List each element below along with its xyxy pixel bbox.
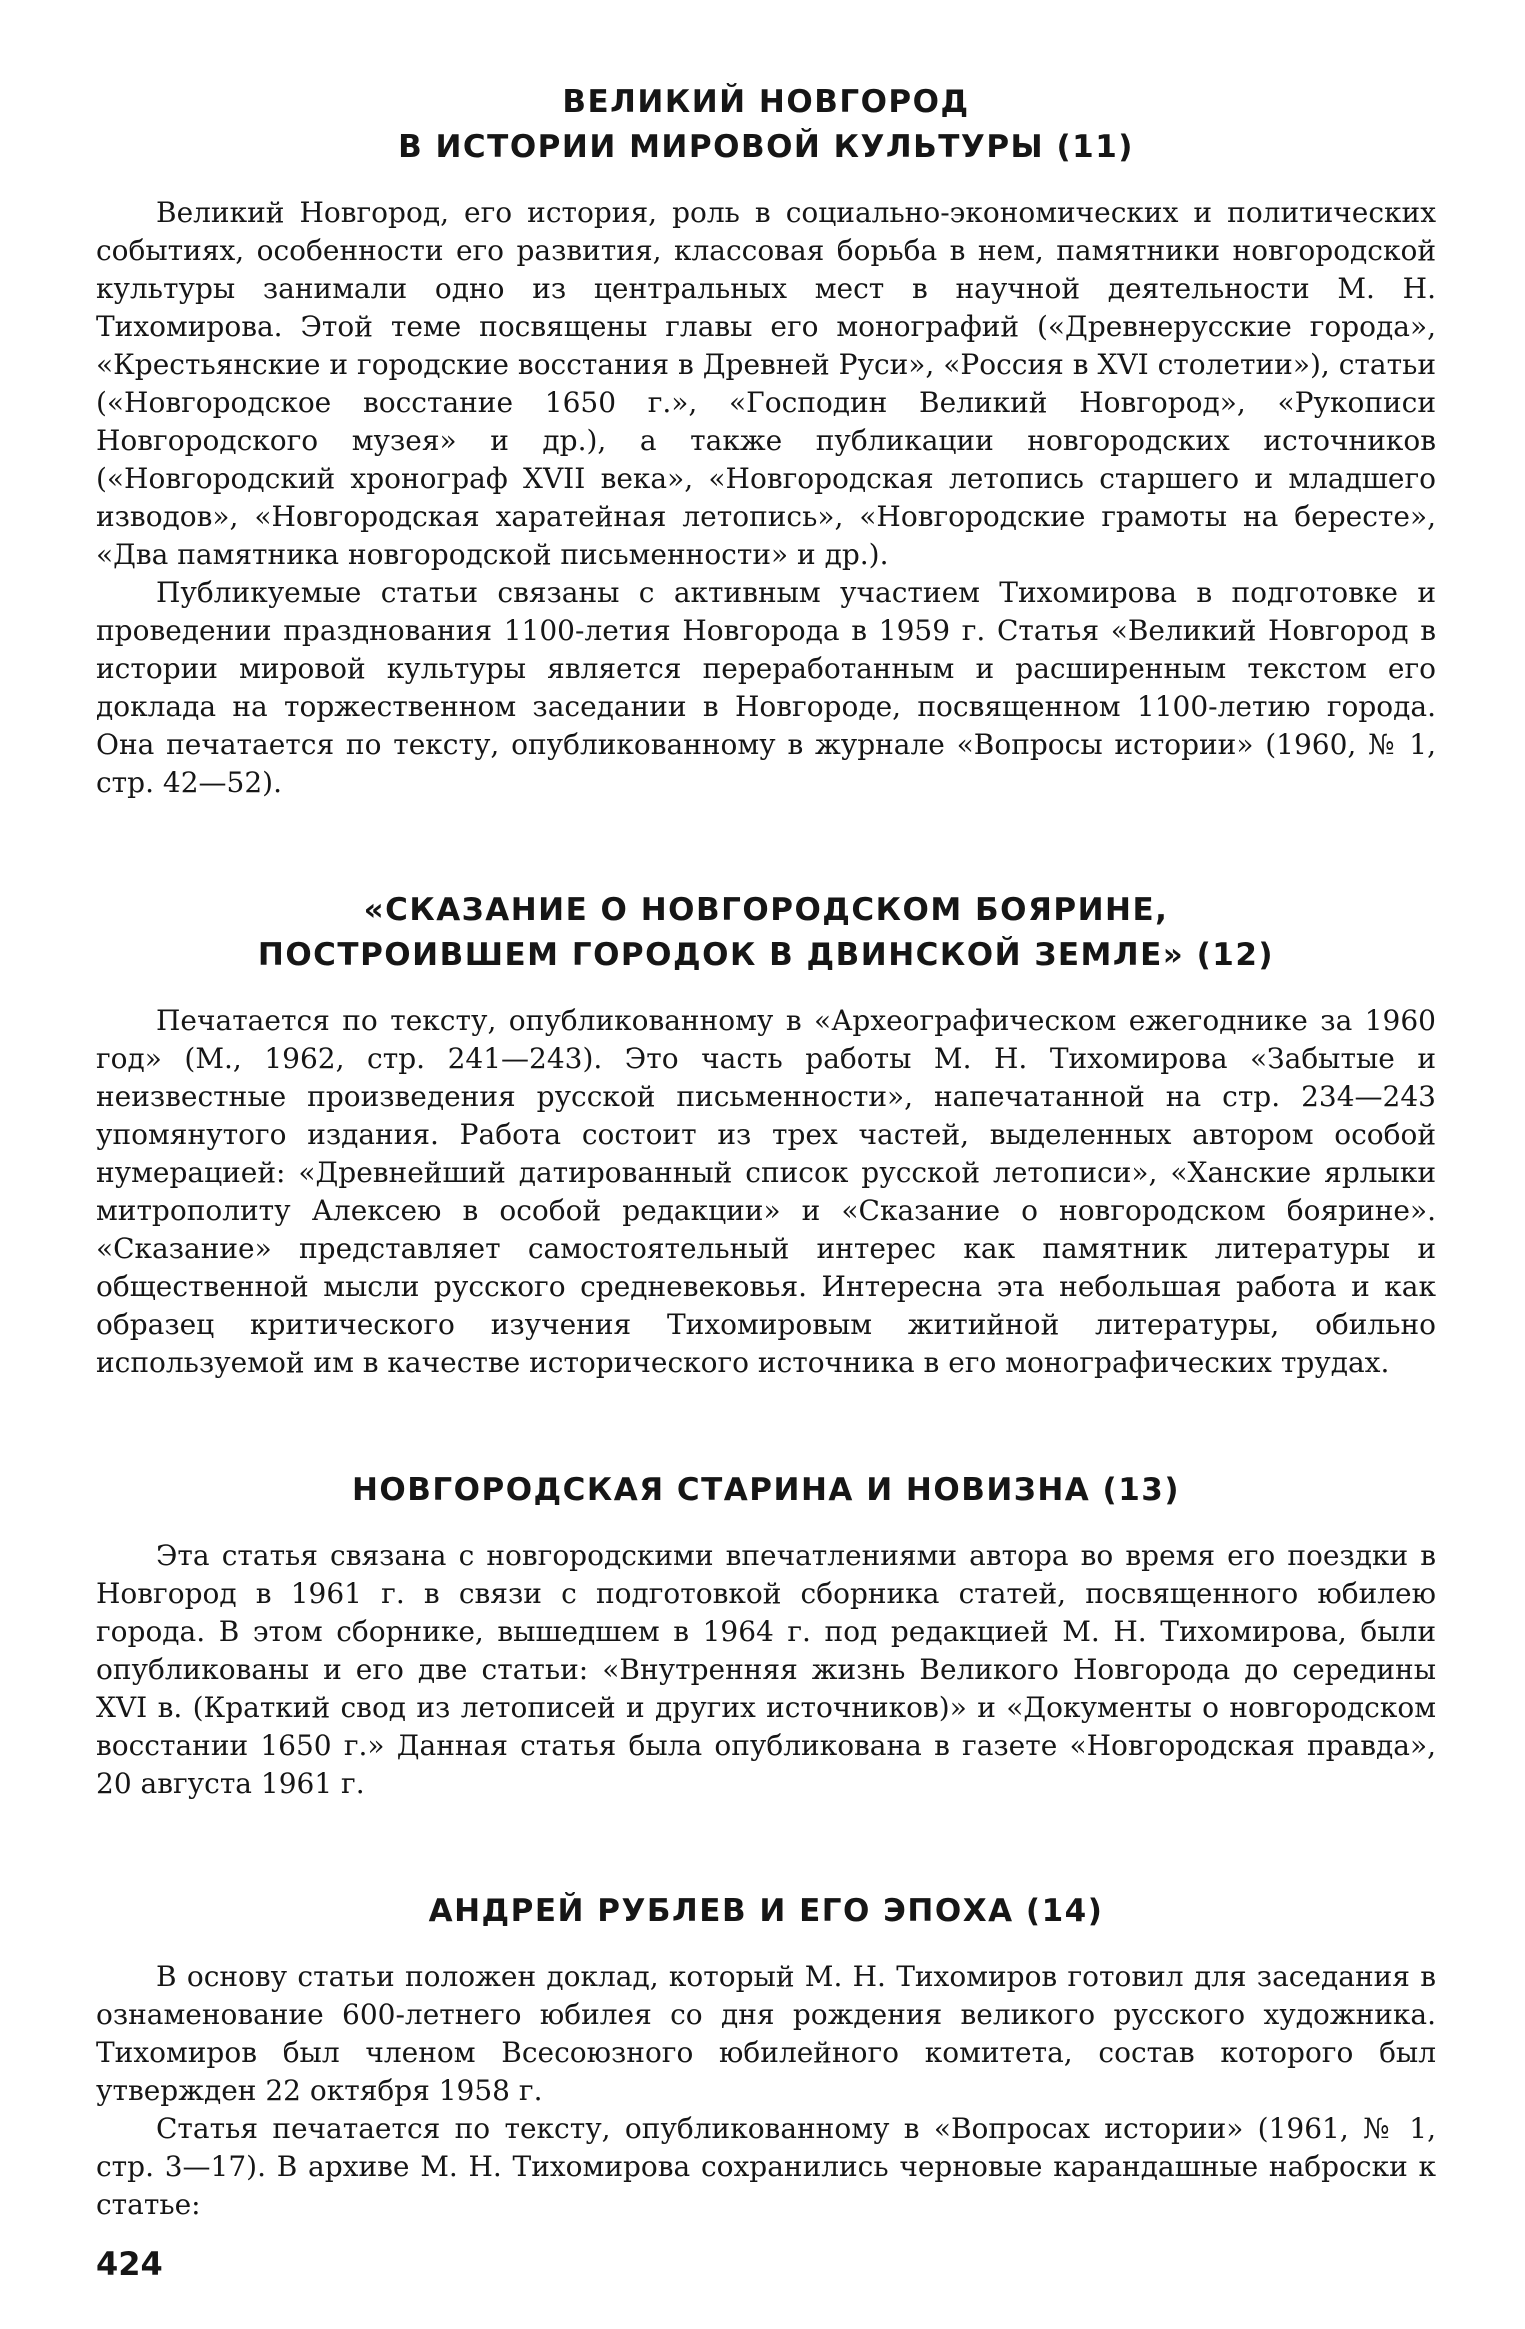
section-andrei-rublev	[96, 1889, 1436, 2224]
page-content	[96, 80, 1436, 2310]
paragraph: Статья печатается по тексту, опубликованному в «Вопросах истории» (1961, № 1, стр. 3—17). В архиве М. Н. Тихомирова сохранились черновые карандашные наброски к статье:	[96, 2112, 1436, 2221]
section-heading	[96, 1468, 1436, 1513]
heading-line: НОВГОРОДСКАЯ СТАРИНА И НОВИЗНА (13)	[351, 1472, 1181, 1508]
section-heading	[96, 80, 1436, 170]
heading-line: ВЕЛИКИЙ НОВГОРОД	[562, 84, 970, 120]
heading-line: АНДРЕЙ РУБЛЕВ И ЕГО ЭПОХА (14)	[428, 1893, 1104, 1929]
paragraph: Эта статья связана с новгородскими впечатлениями автора во время его поездки в Новгород в 1961 г. в связи с подготовкой сборника статей, посвященного юбилею города. В этом сборнике, вышедшем в 1964 г. под редакцией М. Н. Тихомирова, были опубликованы и его две статьи: «Внутренняя жизнь Великого Новгорода до середины XVI в. (Краткий свод из летописей и других источников)» и «Документы о новгородском восстании 1650 г.» Данная статья была опубликована в газете «Новгородская правда», 20 августа 1961 г.	[96, 1539, 1436, 1800]
section-novgorod-world-culture	[96, 80, 1436, 802]
heading-line: ПОСТРОИВШЕМ ГОРОДОК В ДВИНСКОЙ ЗЕМЛЕ» (12)	[257, 937, 1275, 973]
heading-line: «СКАЗАНИЕ О НОВГОРОДСКОМ БОЯРИНЕ,	[363, 892, 1169, 928]
paragraph: Печатается по тексту, опубликованному в «Археографическом ежегоднике за 1960 год» (М., 1962, стр. 241—243). Это часть работы М. Н. Тихомирова «Забытые и неизвестные произведения русской письменности», напечатанной на стр. 234—243 упомянутого издания. Работа состоит из трех частей, выделенных автором особой нумерацией: «Древнейший датированный список русской летописи», «Ханские ярлыки митрополиту Алексею в особой редакции» и «Сказание о новгородском боярине». «Сказание» представляет самостоятельный интерес как памятник литературы и общественной мысли русского средневековья. Интересна эта небольшая работа и как образец критического изучения Тихомировым житийной литературы, обильно используемой им в качестве исторического источника в его монографических трудах.	[96, 1004, 1436, 1379]
page-number: 424	[96, 2245, 163, 2283]
paragraph: Великий Новгород, его история, роль в социально-экономических и политических событиях, особенности его развития, классовая борьба в нем, памятники новгородской культуры занимали одно из центральных мест в научной деятельности М. Н. Тихомирова. Этой теме посвящены главы его монографий («Древнерусские города», «Крестьянские и городские восстания в Древней Руси», «Россия в XVI столетии»), статьи («Новгородское восстание 1650 г.», «Господин Великий Новгород», «Рукописи Новгородского музея» и др.), а также публикации новгородских источников («Новгородский хронограф XVII века», «Новгородская летопись старшего и младшего изводов», «Новгородская харатейная летопись», «Новгородские грамоты на бересте», «Два памятника новгородской письменности» и др.).	[96, 196, 1436, 571]
paragraph: Публикуемые статьи связаны с активным участием Тихомирова в подготовке и проведении празднования 1100-летия Новгорода в 1959 г. Статья «Великий Новгород в истории мировой культуры является переработанным и расширенным текстом его доклада на торжественном заседании в Новгороде, посвященном 1100-летию города. Она печатается по тексту, опубликованному в журнале «Вопросы истории» (1960, № 1, стр. 42—52).	[96, 576, 1436, 799]
section-skazanie-boyarin	[96, 888, 1436, 1382]
section-heading	[96, 1889, 1436, 1934]
section-novgorod-starina	[96, 1468, 1436, 1803]
paragraph: В основу статьи положен доклад, который М. Н. Тихомиров готовил для заседания в ознаменование 600-летнего юбилея со дня рождения великого русского художника. Тихомиров был членом Всесоюзного юбилейного комитета, состав которого был утвержден 22 октября 1958 г.	[96, 1960, 1436, 2107]
section-heading	[96, 888, 1436, 978]
heading-line: В ИСТОРИИ МИРОВОЙ КУЛЬТУРЫ (11)	[398, 129, 1134, 165]
